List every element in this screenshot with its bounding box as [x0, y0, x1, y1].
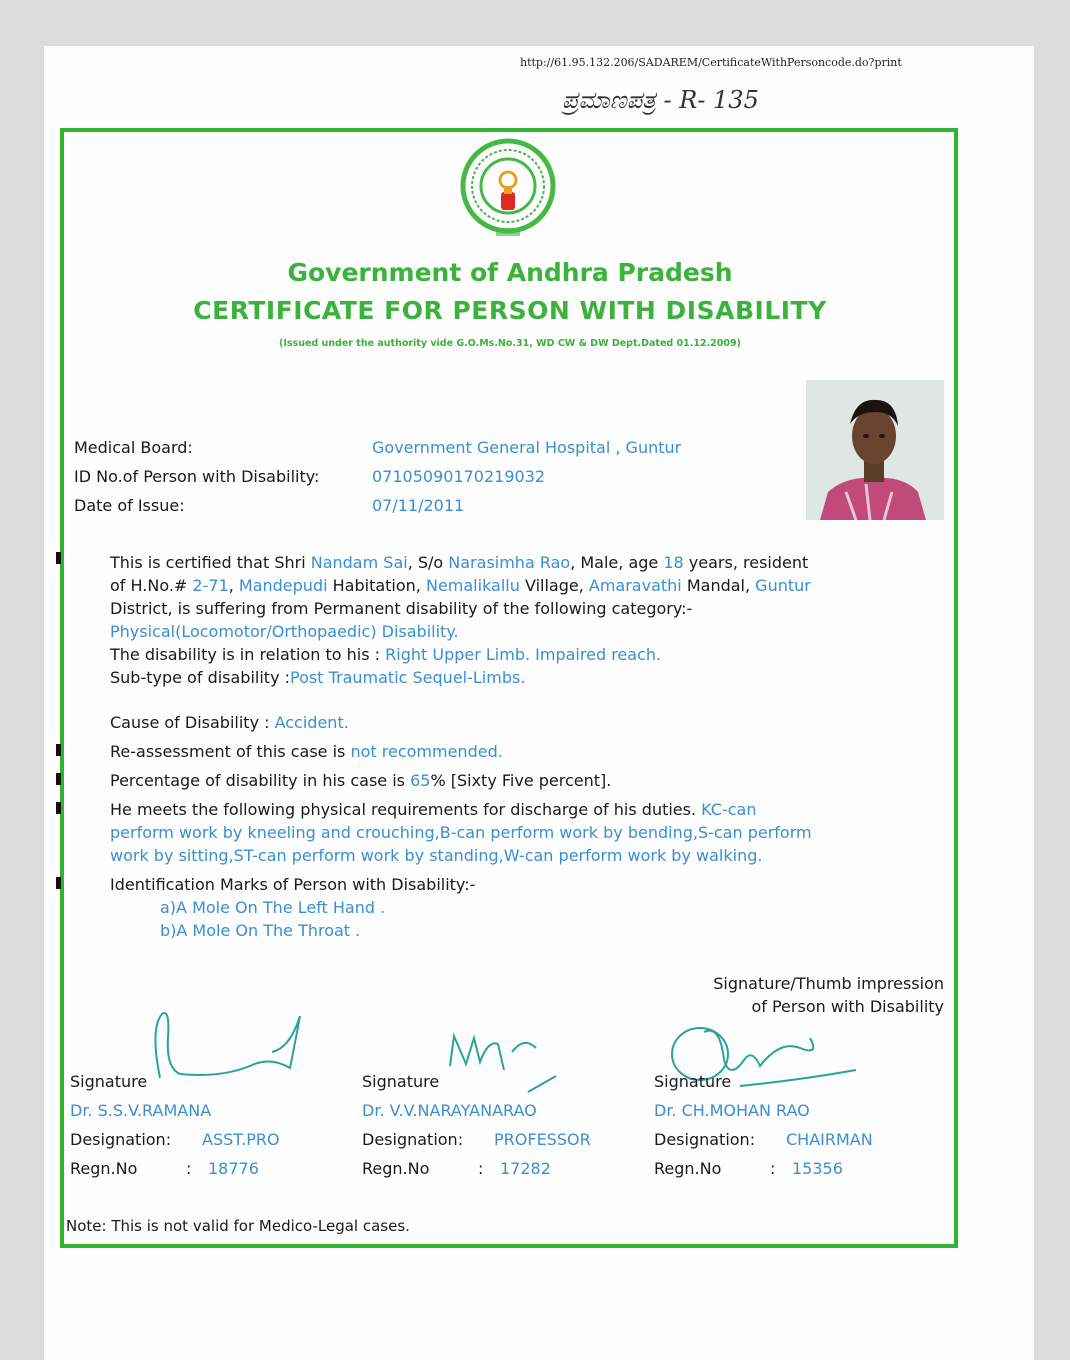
- state-emblem-icon: [458, 138, 558, 246]
- regn-value: 18776: [208, 1159, 259, 1178]
- text-segment: of H.No.#: [110, 576, 193, 595]
- date-of-issue-label: Date of Issue:: [74, 496, 185, 515]
- signatory-regn-row: [70, 1159, 280, 1188]
- identification-mark-b: b)A Mole On The Throat .: [160, 921, 361, 940]
- margin-mark: [56, 744, 61, 756]
- text-segment: years, resident: [683, 553, 809, 572]
- signatory-designation-row: [362, 1130, 591, 1159]
- regn-separator: :: [186, 1159, 192, 1178]
- disability-subtype-row: [110, 668, 525, 687]
- certification-line-2: [110, 576, 811, 595]
- id-number-label: ID No.of Person with Disability:: [74, 467, 320, 486]
- signatory-regn-row: [362, 1159, 591, 1188]
- cause-label: Cause of Disability :: [110, 713, 275, 732]
- validity-note: Note: This is not valid for Medico-Legal cases.: [66, 1217, 410, 1235]
- person-photo: [806, 380, 944, 520]
- signatory-name: Dr. CH.MOHAN RAO: [654, 1101, 810, 1120]
- text-segment: Village,: [519, 576, 589, 595]
- house-number: 2-71: [192, 576, 229, 595]
- handwritten-reference: ಪ್ರಮಾಣಪತ್ರ - R- 135: [562, 86, 759, 114]
- medical-board-value: Government General Hospital , Guntur: [372, 438, 682, 457]
- date-of-issue-value: 07/11/2011: [372, 496, 465, 515]
- reassessment-label: Re-assessment of this case is: [110, 742, 351, 761]
- requirements-label: He meets the following physical requirements for discharge of his duties.: [110, 800, 702, 819]
- signatory-2: [362, 1072, 591, 1188]
- text-segment: Mandal,: [681, 576, 756, 595]
- percentage-suffix: % [Sixty Five percent].: [430, 771, 612, 790]
- habitation-name: Mandepudi: [238, 576, 328, 595]
- text-segment: , S/o: [407, 553, 449, 572]
- designation-label: Designation:: [70, 1130, 172, 1149]
- margin-mark: [56, 552, 61, 564]
- disability-category: Physical(Locomotor/Orthopaedic) Disability.: [110, 622, 459, 641]
- disability-relation-row: [110, 645, 661, 664]
- thumb-impression-label: [713, 972, 944, 1018]
- medical-board-label: Medical Board:: [74, 438, 193, 457]
- text-segment: This is certified that Shri: [110, 553, 311, 572]
- regn-value: 15356: [792, 1159, 843, 1178]
- regn-label: Regn.No: [362, 1159, 430, 1178]
- disability-relation-value: Right Upper Limb. Impaired reach.: [385, 645, 662, 664]
- mandal-name: Amaravathi: [588, 576, 682, 595]
- requirements-text: KC-can: [701, 800, 757, 819]
- regn-separator: :: [770, 1159, 776, 1178]
- identification-mark-a: a)A Mole On The Left Hand .: [160, 898, 386, 917]
- margin-mark: [56, 802, 61, 814]
- identification-marks-label: Identification Marks of Person with Disability:-: [110, 875, 476, 894]
- father-name: Narasimha Rao: [448, 553, 571, 572]
- person-age: 18: [663, 553, 684, 572]
- signatory-designation-row: [70, 1130, 280, 1159]
- date-of-issue-row: [74, 496, 464, 515]
- text-segment: , Male, age: [570, 553, 664, 572]
- requirements-row: [110, 800, 756, 819]
- signatory-name: Dr. S.S.V.RAMANA: [70, 1101, 212, 1120]
- signatory-regn-row: [654, 1159, 873, 1188]
- margin-mark: [56, 773, 61, 785]
- regn-value: 17282: [500, 1159, 551, 1178]
- print-url: http://61.95.132.206/SADAREM/CertificateWithPersoncode.do?print: [520, 56, 902, 69]
- signatory-name: Dr. V.V.NARAYANARAO: [362, 1101, 537, 1120]
- reassessment-value: not recommended.: [350, 742, 503, 761]
- signature-label: Signature: [362, 1072, 440, 1091]
- disability-relation-label: The disability is in relation to his :: [110, 645, 386, 664]
- medical-board-row: [74, 438, 681, 457]
- cause-value: Accident.: [274, 713, 349, 732]
- regn-separator: :: [478, 1159, 484, 1178]
- id-number-value: 07105090170219032: [372, 467, 546, 486]
- regn-label: Regn.No: [70, 1159, 138, 1178]
- percentage-row: [110, 771, 611, 790]
- certification-line-1: [110, 553, 808, 572]
- signature-label: Signature: [654, 1072, 732, 1091]
- signatory-3: [654, 1072, 873, 1188]
- issued-under-text: (Issued under the authority vide G.O.Ms.No.31, WD CW & DW Dept.Dated 01.12.2009): [279, 338, 741, 349]
- disability-subtype-label: Sub-type of disability :: [110, 668, 291, 687]
- cause-row: [110, 713, 349, 732]
- person-name: Nandam Sai: [310, 553, 408, 572]
- certificate-title: CERTIFICATE FOR PERSON WITH DISABILITY: [193, 296, 827, 325]
- id-number-row: [74, 467, 545, 486]
- percentage-label: Percentage of disability in his case is: [110, 771, 411, 790]
- requirements-text: work by sitting,ST-can perform work by standing,W-can perform work by walking.: [110, 846, 763, 865]
- signatory-1: [70, 1072, 280, 1188]
- signature-label: Signature: [70, 1072, 148, 1091]
- government-title: Government of Andhra Pradesh: [287, 258, 733, 287]
- designation-label: Designation:: [654, 1130, 756, 1149]
- text-segment: Habitation,: [327, 576, 426, 595]
- designation-value: ASST.PRO: [202, 1130, 280, 1149]
- reassessment-row: [110, 742, 503, 761]
- thumb-impression-line: Signature/Thumb impression: [713, 974, 944, 993]
- village-name: Nemalikallu: [425, 576, 520, 595]
- disability-subtype-value: Post Traumatic Sequel-Limbs.: [290, 668, 526, 687]
- district-name: Guntur: [755, 576, 811, 595]
- designation-value: PROFESSOR: [494, 1130, 591, 1149]
- designation-label: Designation:: [362, 1130, 464, 1149]
- percentage-value: 65: [410, 771, 431, 790]
- signatory-designation-row: [654, 1130, 873, 1159]
- regn-label: Regn.No: [654, 1159, 722, 1178]
- thumb-impression-line: of Person with Disability: [751, 997, 944, 1016]
- requirements-text: perform work by kneeling and crouching,B-can perform work by bending,S-can perform: [110, 823, 812, 842]
- text-segment: ,: [228, 576, 239, 595]
- margin-mark: [56, 877, 61, 889]
- designation-value: CHAIRMAN: [786, 1130, 873, 1149]
- certification-line-3: District, is suffering from Permanent disability of the following category:-: [110, 599, 693, 618]
